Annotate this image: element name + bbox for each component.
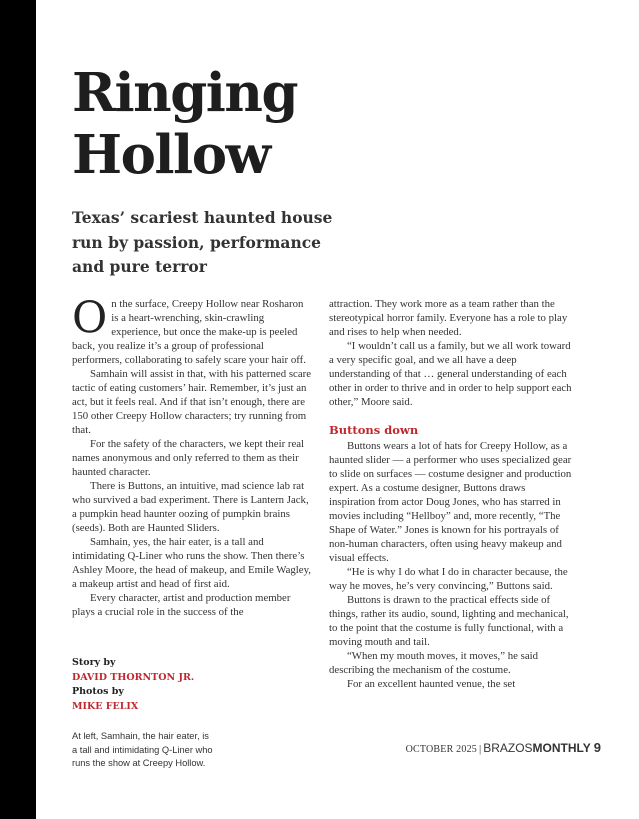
photo-credit-name: MIKE FELIX	[72, 700, 139, 712]
body-paragraph: Samhain will assist in that, with his patterned scare tactic of eating customers’ hair. Remember, it’s just an act, but it feels real. And if that isn’t enough, there are 150 other Creepy Hollow characters; try running from that.	[72, 368, 311, 436]
body-column-left	[72, 293, 313, 619]
body-paragraph: attraction. They work more as a team rather than the stereotypical horror family. Everyone has a role to play and rises to help when needed.	[329, 298, 568, 338]
photo-credit-label: Photos by	[72, 686, 124, 697]
body-paragraph: Samhain, yes, the hair eater, is a tall and intimidating Q-Liner who runs the show. Then there’s Ashley Moore, the head of makeup, and Emile Wagley, a makeup artist and head of first aid.	[72, 536, 311, 590]
story-credit-name: DAVID THORNTON JR.	[72, 671, 195, 683]
page-footer	[406, 740, 601, 755]
subtitle-line-2: run by passion, performance	[72, 232, 322, 252]
body-paragraph-text: n the surface, Creepy Hollow near Rosharon is a heart-wrenching, skin-crawling experience, but once the make-up is peeled back, you realize it’s a group of professional performers, collaborating to safely scare your hair off.	[72, 298, 306, 366]
footer-date: OCTOBER 2025	[405, 744, 477, 755]
subtitle-line-1: Texas’ scariest haunted house	[72, 208, 333, 227]
page-number: 9	[593, 740, 601, 755]
body-paragraph: There is Buttons, an intuitive, mad science lab rat who survived a bad experiment. There is Lantern Jack, a pumpkin head haunter oozing of pumpkin brains (seeds). Both are Haunted Sliders.	[72, 480, 309, 534]
footer-brand-part-1: BRAZOS	[483, 741, 533, 755]
body-paragraph: For an excellent haunted venue, the set	[347, 678, 516, 690]
byline-credits	[72, 656, 194, 714]
caption-line: At left, Samhain, the hair eater, is	[72, 731, 209, 741]
body-paragraph: “He is why I do what I do in character because, the way he moves, he’s very convincing,” Buttons said.	[329, 566, 568, 592]
body-paragraph: Buttons wears a lot of hats for Creepy Hollow, as a haunted slider — a performer who uses specialized gear to slide on surfaces — costume designer and production expert. As a costume designer, Buttons draws inspiration from actor Doug Jones, who has starred in movies including “Hellboy” and, more recently, “The Shape of Water.” Jones is known for his portrayals of non-human characters, often using heavy makeup and visual effects.	[329, 440, 572, 564]
body-paragraph: “When my mouth moves, it moves,” he said describing the mechanism of the costume.	[329, 650, 539, 676]
body-paragraph: “I wouldn’t call us a family, but we all work toward a very specific goal, and we all have a deep understanding of that … general understanding of each other in order to thrive and in order to help support each other,” Moore said.	[329, 340, 572, 408]
section-subhead: Buttons down	[329, 423, 419, 437]
caption-line: a tall and intimidating Q-Liner who	[72, 744, 213, 755]
drop-cap: O	[72, 293, 108, 343]
article-title	[72, 62, 297, 186]
body-column-right	[329, 297, 572, 691]
page-spine-bar	[0, 0, 36, 819]
body-paragraph: Buttons is drawn to the practical effects side of things, rather its audio, sound, lighting and mechanical, to the point that the costume is fully functional, with a moving mouth and tail.	[329, 594, 569, 648]
article-subtitle	[72, 206, 342, 280]
story-credit-label: Story by	[72, 657, 116, 668]
footer-separator: |	[478, 743, 482, 755]
caption-line: runs the show at Creepy Hollow.	[72, 758, 206, 768]
photo-caption	[72, 730, 242, 771]
body-paragraph: Every character, artist and production member plays a crucial role in the success of the	[72, 592, 291, 618]
title-line-1: Ringing	[72, 62, 297, 124]
body-paragraph	[72, 293, 313, 367]
body-paragraph: For the safety of the characters, we kept their real names anonymous and only referred to them as their haunted character.	[72, 438, 305, 478]
footer-brand-part-2: MONTHLY	[532, 741, 591, 755]
title-line-2: Hollow	[72, 124, 270, 186]
subtitle-line-3: and pure terror	[72, 257, 207, 276]
